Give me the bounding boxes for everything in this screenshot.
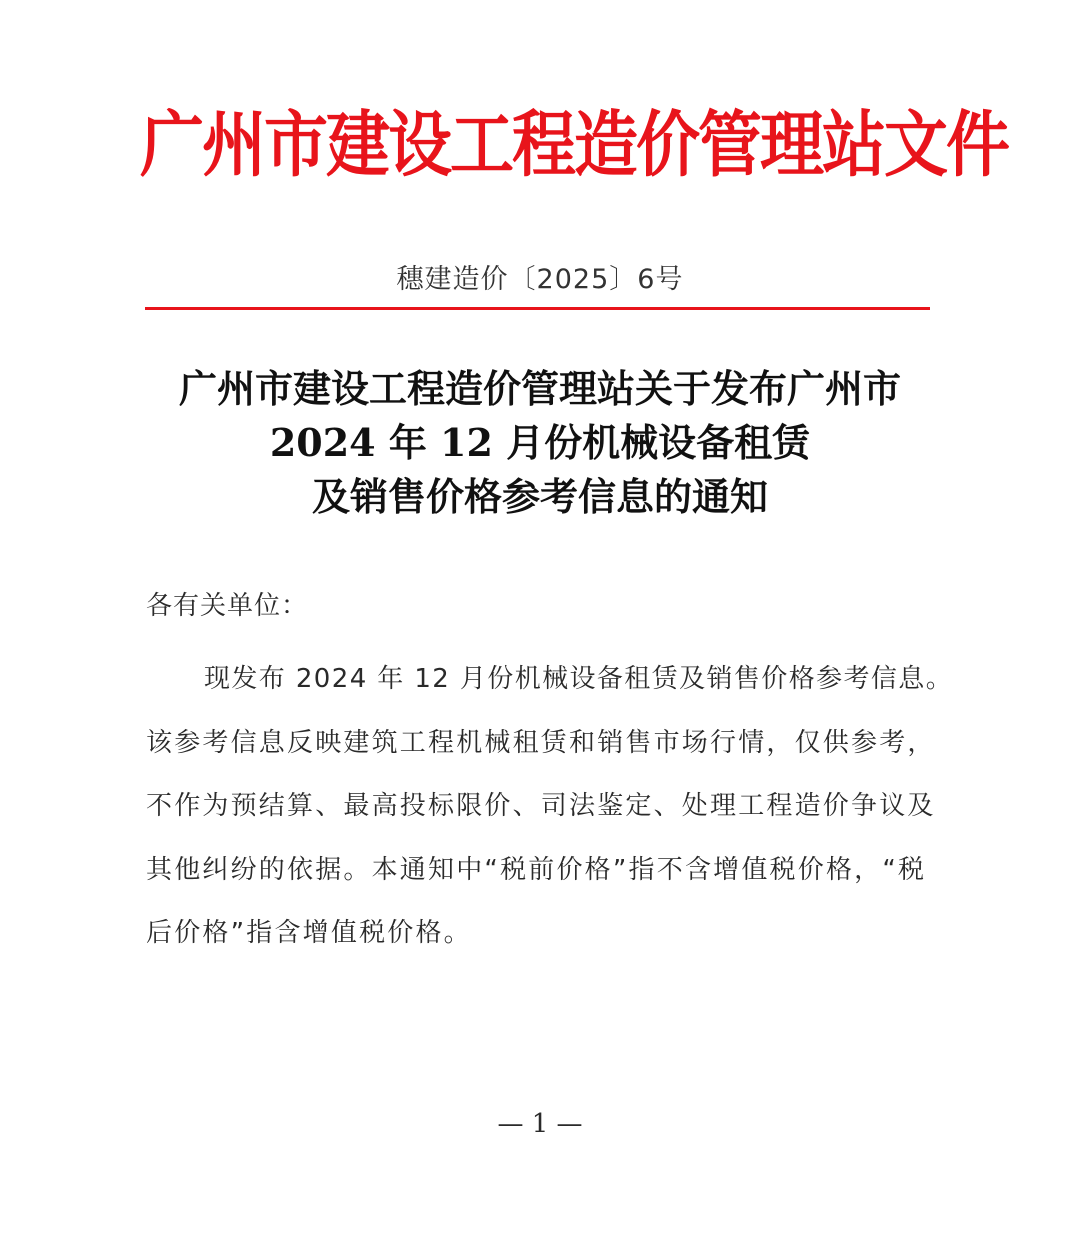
salutation: 各有关单位： xyxy=(146,591,309,621)
body-line-2: 该参考信息反映建筑工程机械租赁和销售市场行情，仅供参考， xyxy=(146,727,936,758)
red-divider-line xyxy=(145,307,930,310)
masthead-title: 广州市建设工程造价管理站文件 xyxy=(140,104,1008,188)
body-line-5: 后价格”指含增值税价格。 xyxy=(146,918,472,948)
notice-title-line-2: 2024 年 12 月份机械设备租赁 xyxy=(269,420,811,465)
body-line-4: 其他纠纷的依据。本通知中“税前价格”指不含增值税价格，“税 xyxy=(146,854,927,885)
page-number: — 1 — xyxy=(497,1109,583,1139)
body-line-3: 不作为预结算、最高投标限价、司法鉴定、处理工程造价争议及 xyxy=(146,791,936,821)
notice-title xyxy=(140,362,940,524)
notice-body xyxy=(146,648,954,966)
notice-title-line-3: 及销售价格参考信息的通知 xyxy=(311,474,768,519)
notice-title-line-1: 广州市建设工程造价管理站关于发布广州市 xyxy=(178,366,901,411)
body-line-1: 现发布 2024 年 12 月份机械设备租赁及销售价格参考信息。 xyxy=(204,664,954,694)
document-number: 穗建造价〔2025〕6号 xyxy=(396,264,684,295)
